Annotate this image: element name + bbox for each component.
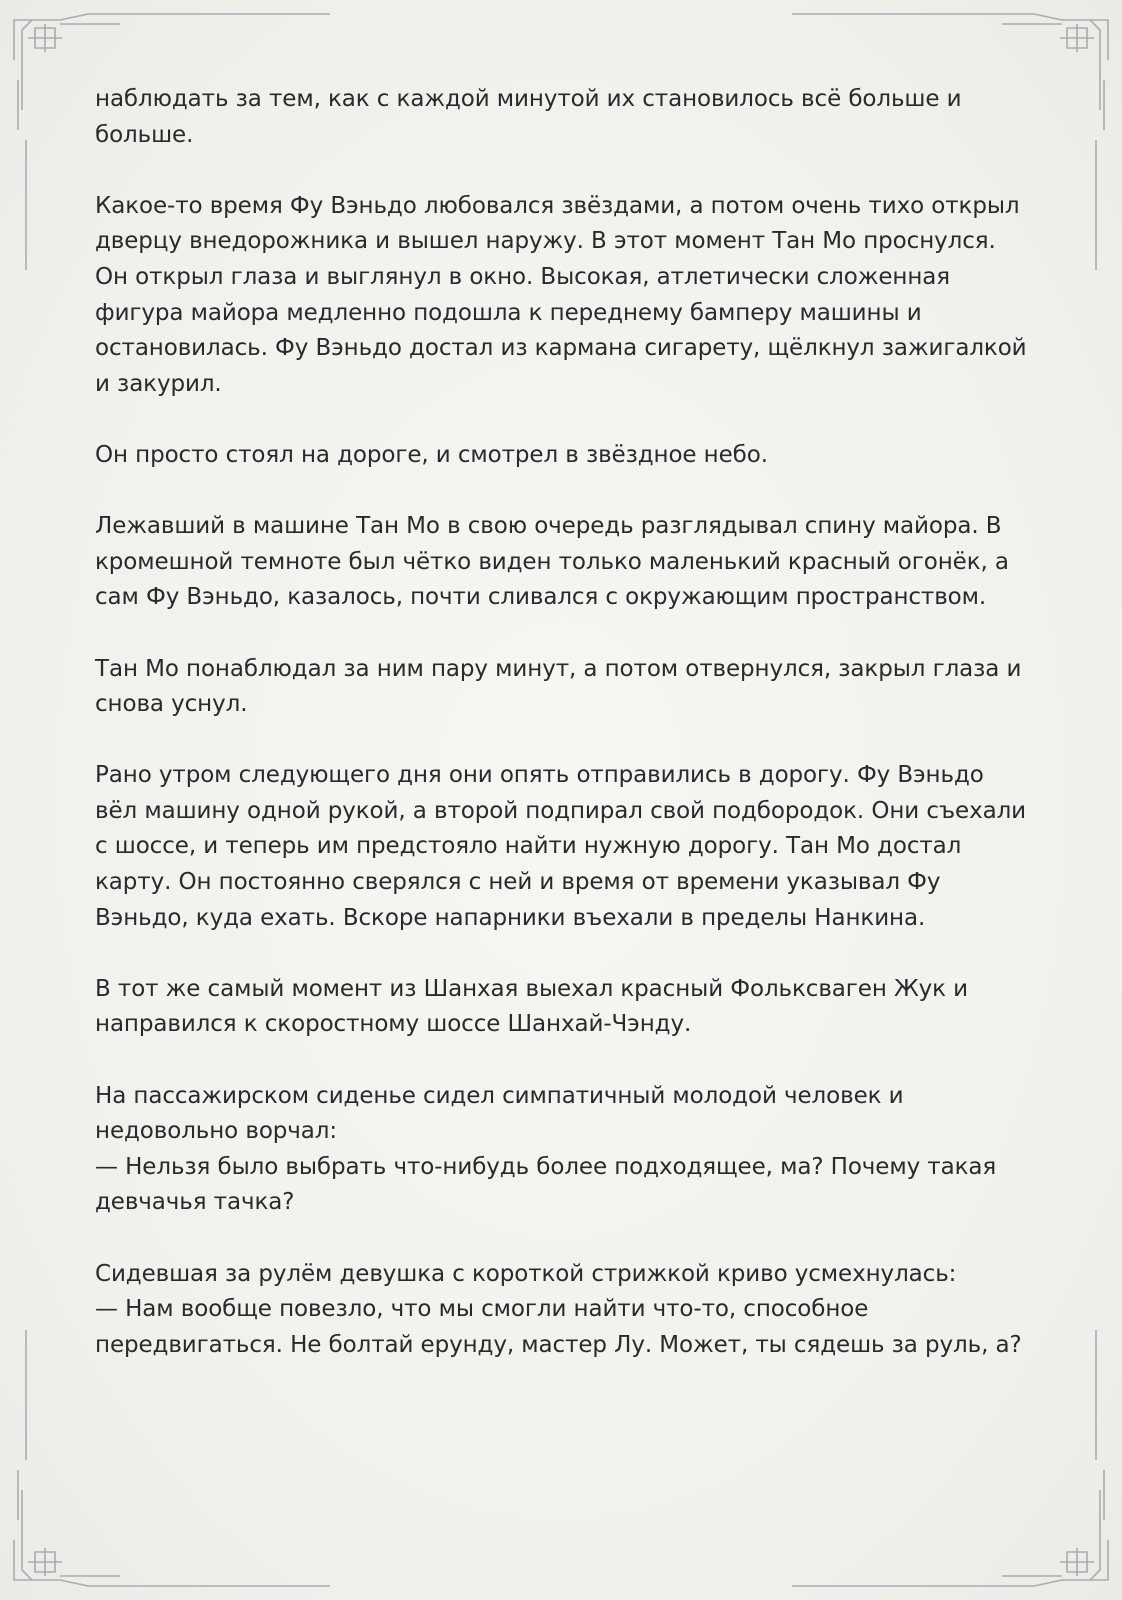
paragraph: Рано утром следующего дня они опять отправились в дорогу. Фу Вэньдо вёл машину одной рукой, а второй подпирал свой подбородок. Они съехали с шоссе, и теперь им предстояло найти нужную дорогу. Тан Мо достал карту. Он постоянно сверялся с ней и время от времени указывал Фу Вэньдо, куда ехать. Вскоре напарники въехали в пределы Нанкина.: [95, 762, 1027, 931]
paragraph: Какое-то время Фу Вэньдо любовался звёздами, а потом очень тихо открыл дверцу внедорожника и вышел наружу. В этот момент Тан Мо проснулся. Он открыл глаза и выглянул в окно. Высокая, атлетически сложенная фигура майора медленно подошла к переднему бамперу машины и остановилась. Фу Вэньдо достал из кармана сигарету, щёлкнул зажигалкой и закурил.: [95, 192, 1027, 397]
paragraph: Он просто стоял на дороге, и смотрел в звёздное небо.: [95, 441, 768, 468]
paragraph: Тан Мо понаблюдал за ним пару минут, а потом отвернулся, закрыл глаза и снова уснул.: [95, 655, 1022, 718]
paragraph: На пассажирском сиденье сидел симпатичный молодой человек и недовольно ворчал: — Нельзя было выбрать что-нибудь более подходящее, ма? Почему такая девчачья тачка?: [95, 1082, 997, 1216]
chapter-text: [95, 82, 1030, 1399]
paragraph: Лежавший в машине Тан Мо в свою очередь разглядывал спину майора. В кромешной темноте был чётко виден только маленький красный огонёк, а сам Фу Вэньдо, казалось, почти сливался с окружающим пространством.: [95, 513, 1009, 611]
paragraph: Сидевшая за рулём девушка с короткой стрижкой криво усмехнулась: — Нам вообще повезло, что мы смогли найти что-то, способное передвигаться. Не болтай ерунду, мастер Лу. Может, ты сядешь за руль, а?: [95, 1260, 1022, 1358]
paragraph: В тот же самый момент из Шанхая выехал красный Фольксваген Жук и направился к скоростному шоссе Шанхай-Чэнду.: [95, 975, 969, 1038]
paragraph: наблюдать за тем, как с каждой минутой их становилось всё больше и больше.: [95, 86, 962, 148]
